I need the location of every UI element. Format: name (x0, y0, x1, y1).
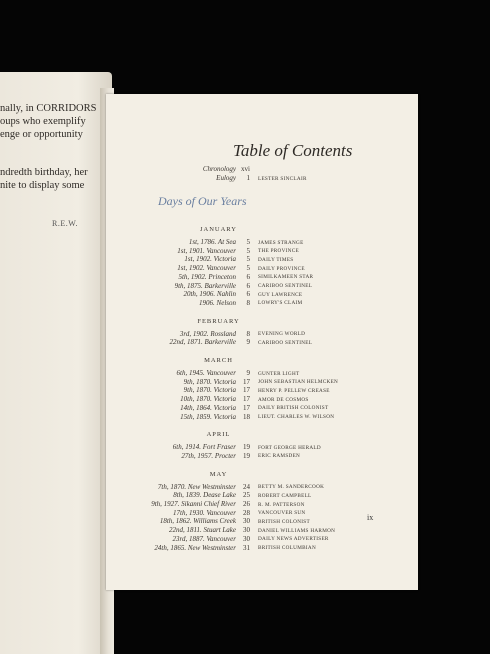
toc-entry-title: AMOR DE COSMOS (258, 396, 309, 403)
toc-entry-title: JOHN SEBASTIAN HELMCKEN (258, 379, 339, 386)
toc-entry-title: THE PROVINCE (258, 248, 299, 255)
toc-entry-label: 3rd, 1902. Rossland (179, 329, 236, 338)
toc-entry-title: DAILY PROVINCE (258, 265, 305, 272)
toc-entry-title: DANIEL WILLIAMS HARMON (258, 527, 336, 534)
toc-entry-title: CARIBOO SENTINEL (258, 339, 313, 346)
toc-entry-label: 7th, 1870. New Westminster (157, 482, 236, 491)
toc-entry-page: 6 (246, 281, 250, 290)
toc-entry-label: 22nd, 1811. Stuart Lake (169, 526, 236, 535)
toc-entry-page: 6 (246, 272, 250, 281)
toc-entry-title: HENRY P. PELLEW CREASE (258, 387, 330, 394)
toc-entry-title: BETTY M. SANDERCOOK (258, 484, 325, 491)
toc-entry-title: DAILY TIMES (258, 256, 294, 263)
toc-entry-page: 19 (243, 443, 250, 452)
toc-entry-page: 8 (246, 298, 250, 307)
toc-entry-page: 28 (243, 508, 250, 517)
month-heading: MARCH (204, 357, 233, 364)
section-heading: Days of Our Years (158, 194, 247, 208)
left-page-line: enge or opportunity (0, 129, 83, 140)
toc-entry-page: 5 (246, 238, 250, 246)
toc-entry-title: EVENING WORLD (258, 331, 306, 338)
toc-entry-title: LIEUT. CHARLES W. WILSON (258, 414, 335, 420)
toc-entry-label: 14th, 1864. Victoria (180, 403, 236, 412)
toc-entry-title: ERIC RAMSDEN (258, 453, 301, 460)
toc-entry-title: GUY LAWRENCE (258, 291, 303, 298)
toc-entry-page: 26 (243, 500, 250, 508)
toc-entry-label: 1st, 1786. At Sea (188, 238, 236, 246)
toc-entry-page: 17 (243, 377, 250, 386)
toc-entry-page: 17 (243, 395, 250, 404)
toc-entry-title: LESTER SINCLAIR (258, 175, 307, 182)
toc-entry-title: JAMES STRANGE (258, 239, 304, 246)
left-page-line: oups who exemplify (0, 116, 86, 127)
toc-entry-label: 9th, 1927. Sikanni Chief River (151, 500, 236, 508)
left-page-line: nite to display some (0, 180, 85, 191)
month-heading: MAY (209, 470, 228, 478)
toc-entry-label: 9th, 1870. Victoria (183, 377, 236, 386)
toc-entry-label: 1st, 1901. Vancouver (177, 246, 236, 255)
toc-entry-label: 6th, 1945. Vancouver (176, 369, 236, 377)
toc-entry-label: 24th, 1865. New Westminster (154, 543, 236, 552)
toc-entry-page: 1 (246, 174, 250, 182)
month-heading: FEBRUARY (197, 317, 240, 325)
month-heading: APRIL (206, 431, 231, 439)
toc-entry-page: 31 (243, 543, 250, 552)
toc-entry-label: 5th, 1902. Princeton (178, 272, 236, 281)
toc-entry-title: ROBERT CAMPBELL (258, 492, 312, 499)
toc-entry-label: 17th, 1930. Vancouver (173, 508, 236, 517)
toc-entry-label: 23rd, 1887. Vancouver (172, 534, 236, 543)
toc-entry-page: 24 (243, 482, 250, 491)
toc-entry-label: 1st, 1902. Vancouver (177, 264, 236, 273)
toc-entry-page: 17 (243, 403, 250, 412)
toc-entry-title: FORT GEORGE HERALD (258, 444, 321, 451)
toc-entry-label: 27th, 1957. Procter (181, 451, 236, 460)
toc-entry-title: R. M. PATTERSON (258, 501, 305, 508)
toc-entry-label: 18th, 1862. Williams Creek (159, 517, 236, 526)
month-heading: JANUARY (200, 226, 237, 233)
toc-entry-title: LOWRY'S CLAIM (258, 300, 303, 307)
toc-entry-label: 9th, 1875. Barkerville (174, 281, 236, 290)
toc-entry-page: 25 (243, 491, 250, 500)
toc-entry-title: VANCOUVER SUN (258, 510, 306, 517)
toc-entry-label: 6th, 1914. Fort Fraser (172, 443, 236, 452)
left-page-line: nally, in CORRIDORS (0, 103, 97, 114)
toc-entry-page: 30 (243, 517, 250, 526)
toc-entry-label: Eulogy (216, 174, 236, 182)
toc-entry-label: 9th, 1870. Victoria (183, 386, 236, 395)
toc-entry-label: 15th, 1859. Victoria (180, 412, 236, 421)
toc-entry-page: 18 (243, 412, 250, 421)
toc-entry-label: 1906. Nelson (199, 298, 236, 307)
toc-entry-label: 22nd, 1871. Barkerville (169, 338, 236, 347)
toc-entry-label: 8th, 1839. Dease Lake (173, 491, 236, 500)
toc-entry-page: 19 (243, 451, 250, 460)
toc-entry-page: 5 (246, 264, 250, 273)
toc-entry-title: DAILY BRITISH COLONIST (258, 405, 329, 412)
toc-entry-page: 5 (246, 246, 250, 255)
toc-entry-page: 17 (243, 386, 250, 395)
toc-entry-title: BRITISH COLUMBIAN (258, 545, 316, 551)
toc-entry-page: 9 (246, 338, 250, 347)
left-page-signature: R.E.W. (52, 219, 79, 228)
page-title: Table of Contents (233, 141, 353, 160)
toc-entry-label: 1st, 1902. Victoria (184, 255, 236, 264)
toc-entry-title: GUNTER LIGHT (258, 370, 300, 377)
toc-entry-page: 9 (246, 369, 250, 377)
page-number: ix (367, 513, 374, 522)
toc-entry-label: 10th, 1870. Victoria (180, 395, 236, 404)
toc-entry-page: xvi (241, 165, 250, 173)
toc-entry-page: 6 (246, 290, 250, 299)
toc-entry-page: 8 (246, 329, 250, 338)
toc-entry-page: 30 (243, 534, 250, 543)
toc-entry-title: DAILY NEWS ADVERTISER (258, 536, 329, 543)
toc-entry-title: CARIBOO SENTINEL (258, 283, 313, 289)
toc-entry-page: 5 (246, 255, 250, 264)
toc-entry-label: 20th, 1906. Nahlin (183, 290, 236, 299)
toc-entry-page: 30 (243, 526, 250, 535)
toc-entry-title: SIMILKAMEEN STAR (258, 274, 314, 281)
toc-entry-label: Chronology (202, 165, 236, 173)
toc-entry-title: BRITISH COLONIST (258, 518, 310, 525)
left-page-line: ndredth birthday, her (0, 167, 88, 178)
